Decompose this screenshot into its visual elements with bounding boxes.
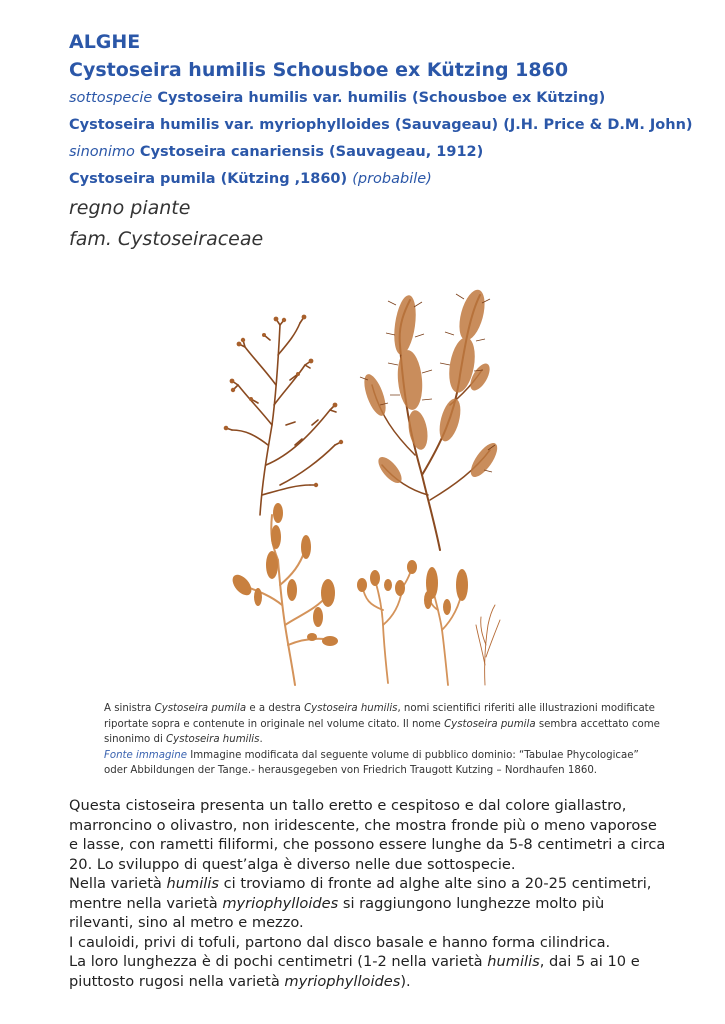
seaweed-bottom-right-thin xyxy=(476,605,500,685)
variety-name: myriophylloides xyxy=(222,894,339,912)
section-heading: ALGHE xyxy=(69,31,141,53)
figure-caption xyxy=(104,701,660,779)
synonym-prefix: sinonimo xyxy=(69,144,135,160)
caption-text: . xyxy=(259,734,263,745)
paragraph-text: , dai 5 ai 10 e piuttosto rugosi nella varietà xyxy=(69,953,640,990)
page-title: Cystoseira humilis Schousboe ex Kützing 1860 xyxy=(69,59,569,81)
seaweed-bottom-left-buds xyxy=(229,503,338,646)
paragraph-text: ci troviamo di fronte ad alghe alte sino a 20-25 centimetri, mentre nella varietà xyxy=(69,875,652,912)
caption-species-3: Cystoseira pumila xyxy=(444,718,536,730)
paragraph-text: La loro lunghezza è di pochi centimetri (1-2 nella varietà xyxy=(69,953,488,970)
variety-name: humilis xyxy=(487,953,540,970)
image-source-label: Fonte immagine xyxy=(104,749,187,761)
synonym-note: (probabile) xyxy=(352,171,432,187)
caption-text: , nomi scientifici riferiti alle illustrazioni modificate riportate sopra e contenute in originale nel volume citato. Il nome xyxy=(104,703,655,730)
caption-species-4: Cystoseira humilis xyxy=(166,734,260,745)
synonym-line xyxy=(69,139,709,166)
body-text xyxy=(69,796,669,991)
seaweed-left-top xyxy=(226,317,341,515)
paragraph-text: si raggiungono lunghezze molto più rilevanti, sino al metro e mezzo. xyxy=(69,894,605,931)
seaweed-left-top-tips xyxy=(224,315,344,488)
variety-name: myriophylloides xyxy=(284,972,401,990)
caption-species-2: Cystoseira humilis xyxy=(304,703,398,714)
caption-species-1: Cystoseira pumila xyxy=(154,703,247,714)
paragraph-4 xyxy=(69,952,669,991)
seaweed-right-top-fronds xyxy=(360,287,502,487)
caption-text: A sinistra xyxy=(104,703,155,714)
caption-text: e a destra xyxy=(246,703,305,714)
subspecies-prefix: sottospecie xyxy=(69,90,153,106)
caption-text: sembra accettato come sinonimo di xyxy=(104,718,660,745)
family-line: fam. Cystoseiraceae xyxy=(69,228,264,250)
paragraph-2 xyxy=(69,874,669,933)
paragraph-text: Nella varietà xyxy=(69,875,167,892)
synonym-name-2: Cystoseira pumila (Kützing ,1860) xyxy=(69,171,348,187)
synonym-name: Cystoseira canariensis (Sauvageau, 1912) xyxy=(139,144,484,160)
seaweed-bottom-right xyxy=(428,585,462,685)
subspecies-name-2: Cystoseira humilis var. myriophylloides (Sauvageau) (J.H. Price & D.M. John) xyxy=(69,117,693,133)
header xyxy=(69,30,709,255)
subspecies-name-1: Cystoseira humilis var. humilis (Schousboe ex Kützing) xyxy=(157,90,606,106)
paragraph-text: ). xyxy=(400,972,411,990)
image-source-text: Immagine modificata dal seguente volume di pubblico dominio: “Tabulae Phycologicae” oder Abbildungen der Tange.- herausgegeben von Friedrich Traugott Kutzing – Nordhaufen 1860. xyxy=(104,749,639,776)
subspecies-line-2 xyxy=(69,112,709,139)
paragraph-3: I cauloidi, privi di tofuli, partono dal disco basale e hanno forma cilindrica. xyxy=(69,933,611,951)
kingdom-line: regno piante xyxy=(69,197,191,219)
paragraph-1: Questa cistoseira presenta un tallo eretto e cespitoso e dal colore giallastro, marroncino o olivastro, non iridescente, che mostra fronde più o meno vaporose e lasse, con rametti filiformi, che possono essere lunghe da 5-8 centimetri a circa 20. Lo sviluppo di quest’alga è diverso nelle due sottospecie. xyxy=(69,797,666,873)
synonym-line-2 xyxy=(69,166,709,193)
variety-name: humilis xyxy=(166,875,219,892)
subspecies-line xyxy=(69,85,709,112)
seaweed-bottom-right-buds xyxy=(424,567,468,615)
seaweed-illustration xyxy=(200,285,520,690)
